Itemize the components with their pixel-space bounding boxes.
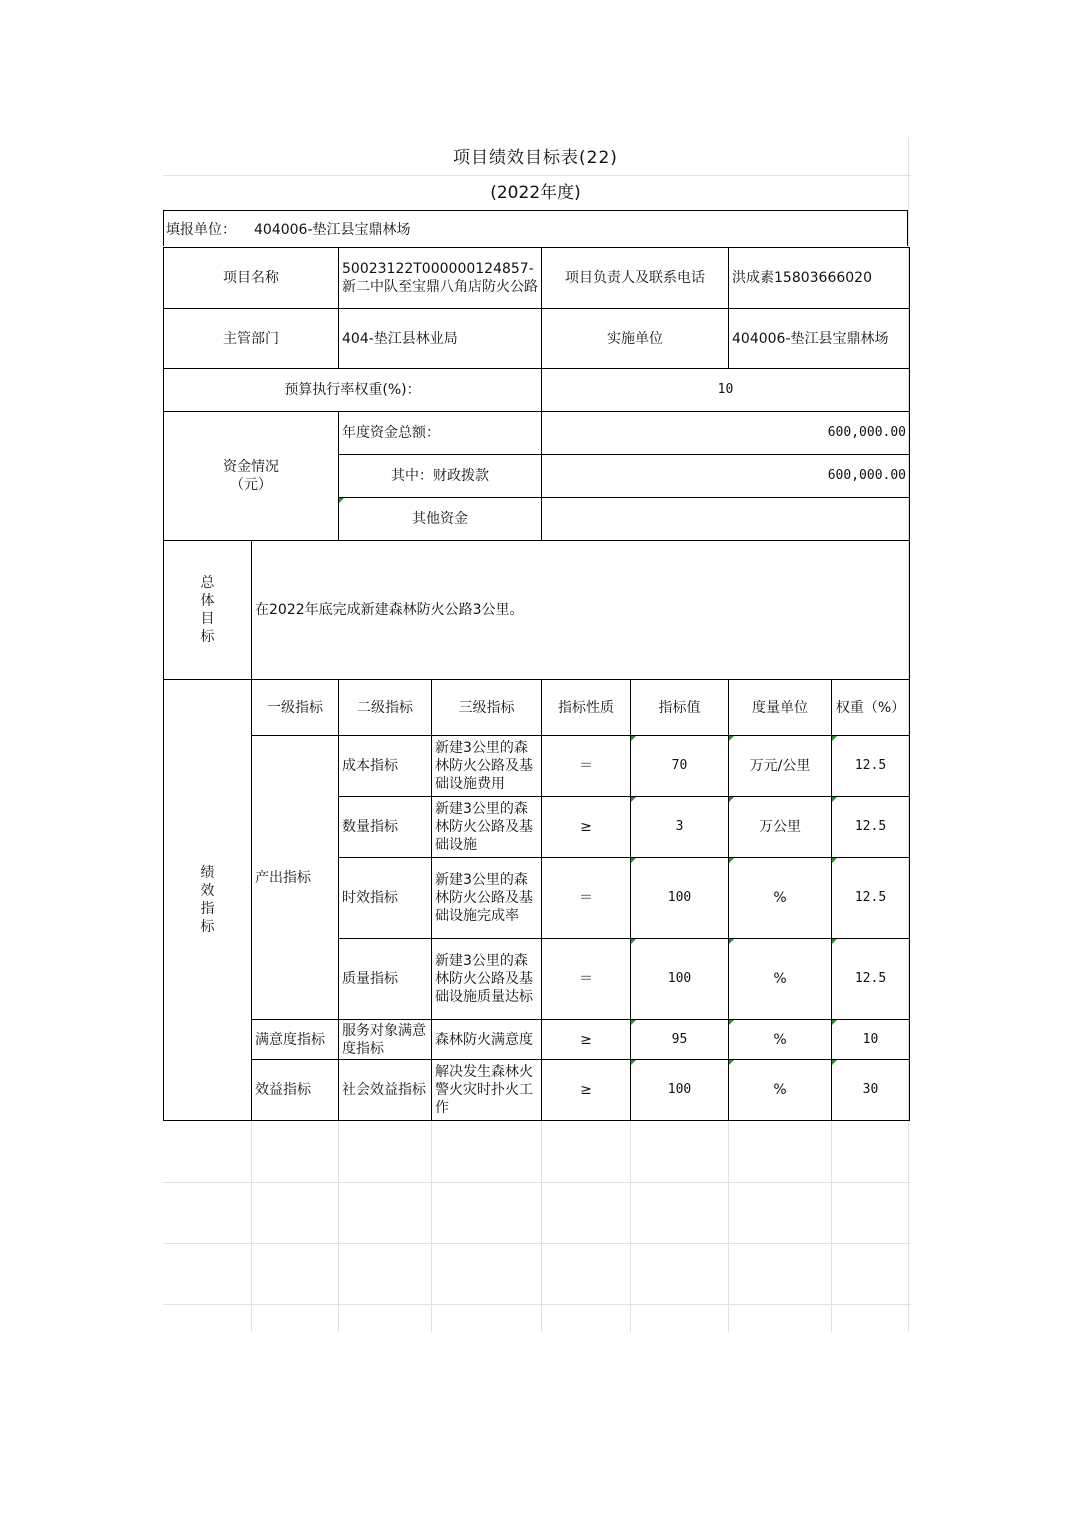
funds-label: 资金情况 [223,459,279,475]
department-label: 主管部门 [164,309,339,369]
header-weight: 权重（%） [832,680,910,736]
level3-cell: 新建3公里的森林防火公路及基础设施费用 [432,736,542,797]
implementing-unit-value: 404006-垫江县宝鼎林场 [729,309,910,369]
weight-cell: 12.5 [832,858,910,939]
level1-output: 产出指标 [252,736,339,1020]
gridline [163,1182,911,1183]
funds-fiscal-label: 其中：财政拨款 [339,455,542,498]
nature-cell: ≥ [542,1020,631,1060]
level3-cell: 新建3公里的森林防火公路及基础设施 [432,797,542,858]
header-nature: 指标性质 [542,680,631,736]
header-level1: 一级指标 [252,680,339,736]
funds-fiscal-value: 600,000.00 [542,455,910,498]
unit-cell: % [729,858,832,939]
overall-goal-label: 总体目标 [200,575,215,645]
unit-cell: % [729,1020,832,1060]
level1-benefit: 效益指标 [252,1060,339,1121]
level3-cell: 新建3公里的森林防火公路及基础设施完成率 [432,858,542,939]
level2-cell: 服务对象满意度指标 [339,1020,432,1060]
overall-goal-text: 在2022年底完成新建森林防火公路3公里。 [252,541,910,680]
level2-cell: 社会效益指标 [339,1060,432,1121]
weight-cell: 12.5 [832,736,910,797]
level2-cell: 质量指标 [339,939,432,1020]
nature-cell: ＝ [542,858,631,939]
project-leader-label: 项目负责人及联系电话 [542,248,729,309]
value-cell: 100 [631,858,729,939]
gridline [431,1121,432,1332]
level3-cell: 解决发生森林火警火灾时扑火工作 [432,1060,542,1121]
unit-cell: % [729,939,832,1020]
header-level2: 二级指标 [339,680,432,736]
form-title: 项目绩效目标表(22) [453,148,618,168]
header-level3: 三级指标 [432,680,542,736]
value-cell: 70 [631,736,729,797]
level2-cell: 时效指标 [339,858,432,939]
weight-cell: 10 [832,1020,910,1060]
level3-cell: 森林防火满意度 [432,1020,542,1060]
level1-satisfaction: 满意度指标 [252,1020,339,1060]
indicators-label-cell [164,680,252,1121]
gridline [251,1121,252,1332]
budget-weight-value: 10 [542,369,910,412]
project-leader-value: 洪成素15803666020 [729,248,910,309]
value-cell: 100 [631,939,729,1020]
funds-other-label: 其他资金 [339,498,542,541]
header-unit: 度量单位 [729,680,832,736]
gridline [831,1121,832,1332]
gridline [163,1304,911,1305]
weight-cell: 30 [832,1060,910,1121]
nature-cell: ≥ [542,797,631,858]
performance-table [163,247,910,1121]
indicators-label: 绩效指标 [200,865,215,935]
level2-cell: 成本指标 [339,736,432,797]
reporter-value: 404006-垫江县宝鼎林场 [254,222,411,238]
gridline [163,175,911,176]
value-cell: 3 [631,797,729,858]
value-cell: 100 [631,1060,729,1121]
project-name-label: 项目名称 [164,248,339,309]
table-row [164,736,910,797]
project-name-value: 50023122T000000124857-新二中队至宝鼎八角店防火公路 [339,248,542,309]
budget-weight-label: 预算执行率权重(%)： [164,369,542,412]
funds-other-value [542,498,910,541]
gridline [630,1121,631,1332]
nature-cell: ≥ [542,1060,631,1121]
table-row [164,1060,910,1121]
value-cell: 95 [631,1020,729,1060]
table-row [164,1020,910,1060]
funds-total-value: 600,000.00 [542,412,910,455]
level2-cell: 数量指标 [339,797,432,858]
gridline [338,1121,339,1332]
weight-cell: 12.5 [832,939,910,1020]
department-value: 404-垫江县林业局 [339,309,542,369]
nature-cell: ＝ [542,939,631,1020]
unit-cell: % [729,1060,832,1121]
unit-cell: 万公里 [729,797,832,858]
header-value: 指标值 [631,680,729,736]
overall-goal-label-cell [164,541,252,680]
weight-cell: 12.5 [832,797,910,858]
nature-cell: ＝ [542,736,631,797]
reporter-label: 填报单位： [166,222,236,238]
funds-unit: （元） [230,477,272,493]
funds-total-label: 年度资金总额： [339,412,542,455]
gridline [541,1121,542,1332]
gridline [163,1243,911,1244]
implementing-unit-label: 实施单位 [542,309,729,369]
reporter-row [163,210,908,246]
level3-cell: 新建3公里的森林防火公路及基础设施质量达标 [432,939,542,1020]
unit-cell: 万元/公里 [729,736,832,797]
gridline [728,1121,729,1332]
funds-label-cell [164,412,339,541]
form-year: (2022年度) [490,183,581,203]
